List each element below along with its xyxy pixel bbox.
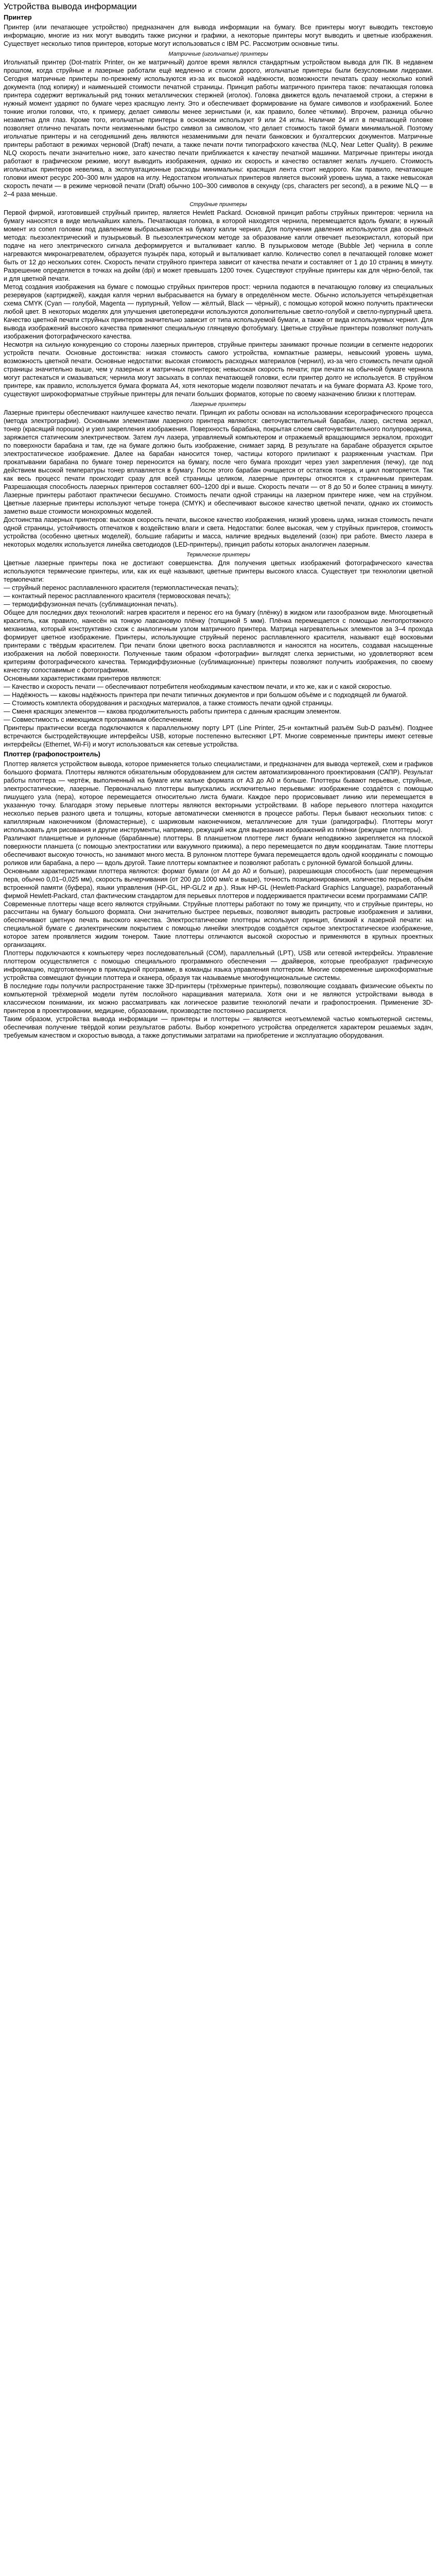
paragraph: Игольчатый принтер (Dot-matrix Printer, он же матричный) долгое время являлся стандартным устройством вывода для ПК. В недавнем прошлом, когда струйные и лазерные работали ещё медленно и стоили дорого, игольчатые принтеры были безусловными лидерами. Сегодня матричные принтеры по-прежнему используются из-за их высокой надёжности, возможности печатать сразу несколько копий документа (под копирку) и наименьшей стоимости печатной страницы. Принцип работы матричного принтера таков: печатающая головка принтера содержит вертикальный ряд тонких металлических стержней (иголок). Головка движется вдоль печатаемой строки, а стержни в нужный момент ударяют по бумаге через красящую ленту. Это и обеспечивает формирование на бумаге символов и изображений. Более тонкие иголки головки, что, к примеру, делает символы менее зернистыми (и, как правило, более чёткими). Впрочем, разница обычно незаметна для глаз. Кроме того, игольчатые принтеры в основном используют 9 или 24 иглы. Наличие 24 игл в печатающей головке позволяет отлично печатать почти неизменными быстро символ за символом, что делает стоимость такой бумаги минимальной. Поэтому игольчатые принтеры и на сегодняшний день являются незаменимыми для печати банковских и бухгалтерских документов. Матричные принтеры работают в режимах черновой (Draft) печати, а также печати почти типографского качества (NLQ, Near Letter Quality). В режиме NLQ скорость печати значительно ниже, зато качество печати приближается к качеству печатной машинки. Матричные принтеры иногда работают в графическом режиме, могут выводить изображения, однако их скорость и качество оставляет желать лучшего. Стоимость игольчатых принтеров невелика, а эксплуатационные расходы минимальны: красящая лента стоит недорого. Как правило, печатающие головки имеют ресурс 200–300 млн ударов на иглу. Недостатком игольчатых принтеров является высокий уровень шума, а также невысокая скорость печати — в режиме черновой печати (Draft) обычно 100–300 символов в секунду (cps, characters per second), а в режиме NLQ — в 2–4 раза меньше.	[4, 59, 433, 198]
subsection-title: Лазерные принтеры	[190, 401, 246, 408]
paragraph: — струйный перенос расплавленного красителя (термопластическая печать);	[4, 584, 239, 592]
paragraph: — Стоимость комплекта оборудования и расходных материалов, а также стоимость печати одной страницы.	[4, 699, 333, 707]
subsection-title: Термические принтеры	[186, 551, 250, 558]
paragraph: — контактный перенос расплавленного красителя (термовосковая печать);	[4, 592, 231, 600]
paragraph: Метод создания изображения на бумаге с помощью струйных принтеров прост: чернила подаются в печатающую головку из специальных резервуаров (картриджей), каждая капля чернил выбрасывается на бумагу в определённом месте. Обычно используется четырёхцветная схема CMYK (Cyan — голубой, Magenta — пурпурный, Yellow — жёлтый, Black — чёрный), с помощью которой можно получить практически любой цвет. В некоторых моделях для улучшения цветопередачи используются дополнительные светло-голубой и светло-пурпурный цвета. Качество цветной печати струйных принтеров значительно зависит от типа используемой бумаги, а также от вида используемых чернил. Для вывода изображений высокого качества применяют специальную глянцевую фотобумагу. Цветные струйные принтеры позволяют получать изображения фотографического качества.	[4, 283, 433, 341]
paragraph: В последние годы получили распространение также 3D-принтеры (трёхмерные принтеры), позволяющие создавать физические объекты по компьютерной трёхмерной модели путём послойного наращивания материала. Хотя они и не являются устройствами вывода в классическом понимании, их можно рассматривать как логическое развитие технологий печати и графопостроения. Применение 3D-принтеров в проектировании, медицине, образовании, производстве постоянно расширяется.	[4, 982, 433, 1015]
paragraph: Таким образом, устройства вывода информации — принтеры и плоттеры — являются неотъемлемой частью компьютерной системы, обеспечивая получение твёрдой копии результатов работы. Выбор конкретного устройства определяется характером решаемых задач, требуемым качеством и скоростью вывода, а также допустимыми затратами на приобретение и эксплуатацию оборудования.	[4, 1015, 433, 1040]
paragraph: Принтер (или печатающее устройство) предназначен для вывода информации на бумагу. Все принтеры могут выводить текстовую информацию, многие из них могут выводить также рисунки и графики, а некоторые принтеры могут выводить и цветные изображения. Существует несколько типов принтеров, которые могут использоваться с IBM PC. Рассмотрим основные типы.	[4, 23, 433, 47]
paragraph: — Качество и скорость печати — обеспечивают потребителя необходимым качеством печати, и кто же, как и с какой скоростью.	[4, 683, 392, 690]
document-body	[4, 13, 433, 1040]
paragraph: Общее для последних двух технологий: нагрев красителя и перенос его на бумагу (плёнку) в жидком или газообразном виде. Многоцветный краситель, как правило, нанесён на тонкую лавсановую плёнку (толщиной 5 мкм). Плёнка перемещается с помощью лентопротяжного механизма, который конструктивно схож с аналогичным узлом матричного принтера. Матрица нагревательных элементов за 3–4 прохода формирует цветное изображение. Принтеры, использующие струйный перенос расплавленного красителя, называют ещё восковыми принтерами с твёрдым красителем. При печати блоки цветного воска расплавляются и наносятся на носитель, создавая насыщенные изображения на любой поверхности. Полученные таким образом «фотографии» выглядят слегка зернистыми, но удовлетворяют всем критериям фотографического качества. Термодиффузионные (сублимационные) принтеры позволяют получить изображения, по своему качеству сопоставимые с фотографиями.	[4, 609, 433, 674]
subsection-title: Струйные принтеры	[189, 201, 247, 208]
paragraph: Лазерные принтеры обеспечивают наилучшее качество печати. Принцип их работы основан на использовании ксерографического процесса (метода электрографии). Основными элементами лазерного принтера являются: светочувствительный барабан, лазер, система зеркал, тонер (красящий порошок) и узел закрепления изображения. Поверхность барабана, покрытая слоем светочувствительного полупроводника, заряжается статическим электричеством. Затем луч лазера, управляемый компьютером и отражаемый вращающимся зеркалом, проходит по поверхности барабана и там, где на бумаге должно быть изображение, снимает заряд. В результате на барабане образуется скрытое электростатическое изображение. Далее на барабан наносится тонер, частицы которого прилипают к разряженным участкам. При прокатывании барабана по бумаге тонер переносится на бумагу, после чего бумага проходит через узел закрепления (печку), где под действием высокой температуры тонер вплавляется в бумагу. После этого барабан очищается от остатков тонера, и цикл повторяется. Так как весь процесс печати происходит сразу для всей страницы целиком, лазерные принтеры относятся к страничным принтерам. Разрешающая способность лазерных принтеров составляет 600–1200 dpi и выше. Скорость печати — от 8 до 50 и более страниц в минуту. Лазерные принтеры работают практически бесшумно. Стоимость печати одной страницы на лазерном принтере ниже, чем на струйном. Цветные лазерные принтеры используют четыре тонера (CMYK) и обеспечивают высокое качество цветной печати, однако их стоимость заметно выше стоимости монохромных моделей.	[4, 409, 433, 516]
document	[0, 0, 436, 1045]
paragraph: Цветные лазерные принтеры пока не достигают совершенства. Для получения цветных изображений фотографического качества используются термические принтеры, или, как их ещё называют, цветные принтеры высокого класса. Существует три технологии цветной термопечати:	[4, 560, 433, 584]
paragraph: — Сменя красящих элементов — какова продолжительность работы принтера с данным красящим элементом.	[4, 707, 341, 715]
paragraph: Современные плоттеры чаще всего являются струйными. Струйные плоттеры работают по тому же принципу, что и струйные принтеры, но рассчитаны на бумагу большого формата. Они значительно быстрее перьевых, позволяют выводить растровые изображения и заливки, обеспечивают цветную печать высокого качества. Электростатические плоттеры используют принцип, близкий к лазерной печати: на специальной бумаге с диэлектрическим покрытием с помощью линейки электродов создаётся скрытое электростатическое изображение, которое затем проявляется жидким тонером. Такие плоттеры отличаются высокой скоростью и применяются в крупных проектных организациях.	[4, 900, 433, 949]
section-title: Принтер	[4, 13, 32, 22]
paragraph: Основными характеристиками плоттера являются: формат бумаги (от А4 до А0 и больше), разрешающая способность (шаг перемещения пера, обычно 0,01–0,025 мм), скорость вычерчивания (от 200 до 1000 мм/с и выше), точность позиционирования, количество перьев, объём встроенной памяти (буфера), языки управления (HP-GL, HP-GL/2 и др.). Язык HP-GL (Hewlett-Packard Graphics Language), разработанный фирмой Hewlett-Packard, стал фактическим стандартом для перьевых плоттеров и поддерживается практически всеми программами САПР.	[4, 867, 433, 900]
paragraph: — Надёжность — каковы надёжность принтера при печати типичных документов и при большом объёме и с подходящей ли бумагой.	[4, 691, 408, 699]
paragraph: Несмотря на сильную конкуренцию со стороны лазерных принтеров, струйные принтеры занимают прочные позиции в сегменте недорогих устройств печати. Основные достоинства: низкая стоимость самого устройства, компактные размеры, невысокий уровень шума, возможность цветной печати. Основные недостатки: высокая стоимость расходных материалов (чернил), из-за чего стоимость печати одной страницы значительно выше, чем у лазерных и матричных принтеров; невысокая скорость печати; при печати на обычной бумаге чернила могут растекаться и смазываться; чернила могут засыхать в соплах печатающей головки, если принтер долго не используется. В струйном принтере, как правило, используется бумага формата A4, хотя некоторые модели позволяют печатать и на бумаге формата A3. Кроме того, существуют широкоформатные струйные принтеры для печати больших форматов, которые по своему назначению близки к плоттерам.	[4, 341, 433, 398]
page-title: Устройства вывода информации	[4, 2, 137, 11]
paragraph: Первой фирмой, изготовившей струйный принтер, является Hewlett Packard. Основной принцип работы струйных принтеров: чернила на бумагу наносятся в виде мельчайших капель. Печатающая головка, в которой находятся чернила, перемещается вдоль бумаги; в нужный момент из сопел головки под давлением выбрасываются на бумагу капли чернил. Для получения давления используются два основных метода: пьезоэлектрический и пузырьковый. В пьезоэлектрическом методе за образование капли отвечает пьезокристалл, который при подаче на него электрического сигнала деформируется и выталкивает каплю. В пузырьковом методе (Bubble Jet) чернила в сопле нагреваются микронагревателем, образуется пузырёк пара, который и выталкивает каплю. Количество сопел в печатающей головке может быть от 12 до нескольких сотен. Скорость печати струйного принтера зависит от качества печати и составляет от 1 до 10 страниц в минуту. Разрешение определяется в точках на дюйм (dpi) и может превышать 1200 точек. Существуют струйные принтеры как для чёрно-белой, так и для цветной печати.	[4, 209, 433, 283]
paragraph: Плоттер является устройством вывода, которое применяется только специалистами, и предназначен для вывода чертежей, схем и графиков большого формата. Плоттеры являются обязательным оборудованием для систем автоматизированного проектирования (САПР). Результат работы плоттера — чертёж, выполненный на бумаге или кальке формата от А3 до А0 и больше. Плоттеры бывают перьевые, струйные, электростатические, лазерные. Первоначально плоттеры выпускались исключительно перьевыми: изображение создаётся с помощью пишущего узла (пера), которое перемещается относительно листа бумаги. Каждое перо прорисовывает линию или перемещается в указанную точку. Благодаря этому перьевые плоттеры являются векторными устройствами. В наборе перьевого плоттера находится несколько перьев разного цвета и толщины, которые автоматически сменяются в процессе работы. Перья бывают нескольких типов: с капиллярным наконечником (фломастерные), с шариковым наконечником, металлические для туши (рапидографы). Плоттеры могут использовать для рисования и другие инструменты, например, режущий нож для вырезания изображений из плёнки (режущие плоттеры).	[4, 760, 433, 834]
paragraph: Плоттеры подключаются к компьютеру через последовательный (COM), параллельный (LPT), USB или сетевой интерфейсы. Управление плоттером осуществляется с помощью специального программного обеспечения — драйверов, которые преобразуют графическую информацию, подготовленную в прикладной программе, в команды языка управления плоттером. Многие современные широкоформатные устройства совмещают функции плоттера и сканера, образуя так называемые многофункциональные системы.	[4, 950, 433, 982]
paragraph: Основными характеристиками принтеров являются:	[4, 675, 161, 683]
paragraph: — термодиффузионная печать (сублимационная печать).	[4, 601, 178, 608]
subsection-title: Матричные (игольчатые) принтеры	[168, 50, 268, 57]
paragraph: — Совместимость с имеющимся программным обеспечением.	[4, 716, 194, 723]
paragraph: Достоинства лазерных принтеров: высокая скорость печати, высокое качество изображения, низкий уровень шума, низкая стоимость печати одной страницы, устойчивость отпечатков к воздействию влаги и света. Недостатки: более высокая, чем у струйных принтеров, стоимость устройства (особенно цветных моделей), большие габариты и масса, наличие вредных выделений (озон) при работе. Вместо лазера в некоторых моделях используется линейка светодиодов (LED-принтеры), принцип работы которых аналогичен лазерным.	[4, 516, 433, 548]
paragraph: Принтеры практически всегда подключаются к параллельному порту LPT (Line Printer, 25-и контактный разъём Sub-D разъём). Позднее встречаются быстродействующие интерфейсы USB, которые постепенно вытесняют LPT. Многие современные принтеры имеют сетевые интерфейсы (Ethernet, Wi-Fi) и могут использоваться как сетевые устройства.	[4, 724, 433, 748]
section-title: Плоттер (графопостроитель)	[4, 750, 100, 758]
paragraph: Различают планшетные и рулонные (барабанные) плоттеры. В планшетном плоттере лист бумаги неподвижно закрепляется на плоской поверхности планшета (с помощью электростатики или вакуумного прижима), а перо перемещается по двум координатам. Такие плоттеры обеспечивают высокую точность, но занимают много места. В рулонном плоттере бумага перемещается вдоль одной координаты с помощью роликов или барабана, а перо — вдоль другой. Такие плоттеры компактнее и позволяют работать с рулонной бумагой большой длины.	[4, 834, 433, 867]
